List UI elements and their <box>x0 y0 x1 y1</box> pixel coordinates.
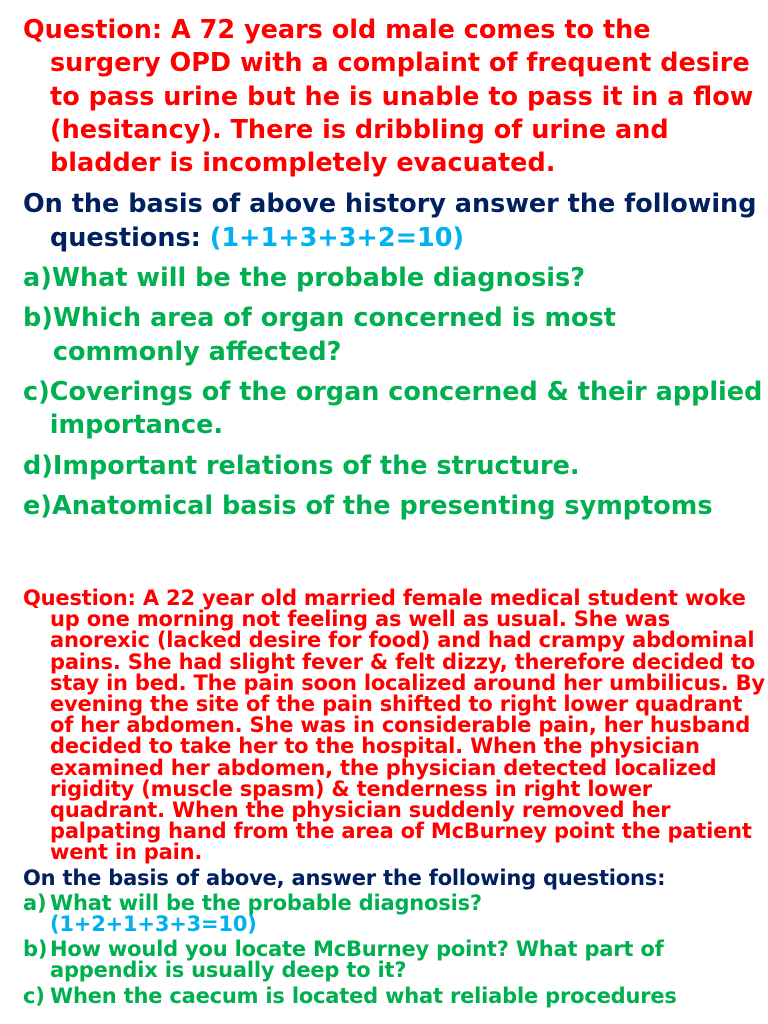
item-letter: d) <box>23 450 53 481</box>
marks-1: (1+1+3+3+2=10) <box>209 222 465 253</box>
item-text: Anatomical basis of the presenting symptoms <box>51 490 713 521</box>
item-text: How would you locate McBurney point? What part of appendix is usually deep to it? <box>50 937 664 983</box>
item-text: Coverings of the organ concerned & their applied importance. <box>49 376 763 441</box>
item-letter: b) <box>23 937 48 962</box>
item-letter: c) <box>23 983 45 1008</box>
case-question-2: Question: A 22 year old married female medical student woke up one morning not feeling as well as usual. She was anorexic (lacked desire for food) and had crampy abdominal pains. She had slight fever & felt dizzy, therefore decided to stay in bed. The pain soon localized around her umbilicus. By evening the site of the pain shifted to right lower quadrant of her abdomen. She was in considerable pain, her husband decided to take her to the hospital. When the physician examined her abdomen, the physician detected localized rigidity (muscle spasm) & tenderness in right lower quadrant. When the physician suddenly removed her palpating hand from the area of McBurney point the patient went in pain. <box>23 586 765 865</box>
item-letter: e) <box>23 490 52 521</box>
item-text: Which area of organ concerned is most commonly affected? <box>52 303 616 367</box>
question-item-1c <box>0 376 768 443</box>
question-item-1e <box>0 490 768 523</box>
instruction-1-text: On the basis of above history answer the following questions: <box>23 189 757 253</box>
question-item-2a <box>0 890 768 937</box>
question-item-1a <box>0 262 768 295</box>
case-question-1: Question: A 72 years old male comes to the surgery OPD with a complaint of frequent desire to pass urine but he is unable to pass it in a flow (hesitancy). There is dribbling of urine and bladder is incompletely evacuated. <box>23 15 754 179</box>
marks-2: (1+2+1+3+3=10) <box>50 912 257 937</box>
item-text: What will be the probable diagnosis? <box>51 263 586 294</box>
item-letter: c) <box>23 376 50 407</box>
slide1-content <box>0 14 768 523</box>
instruction-1 <box>0 188 768 255</box>
item-text-wrap <box>50 890 768 937</box>
instruction-2: On the basis of above, answer the following questions: <box>23 865 666 890</box>
item-letter: a) <box>23 890 47 915</box>
question-item-2c <box>0 983 768 1008</box>
item-text: When the caecum is located what reliable procedures <box>50 983 677 1008</box>
slide-appendicitis-case <box>0 580 768 1024</box>
question-item-1b <box>0 302 768 369</box>
item-text: Important relations of the structure. <box>52 450 580 481</box>
question-item-2b <box>0 939 768 981</box>
item-letter: b) <box>23 303 53 334</box>
question-item-1d <box>0 450 768 483</box>
item-letter: a) <box>23 263 52 294</box>
item-text: What will be the probable diagnosis? <box>50 890 482 915</box>
slide2-content <box>0 588 768 1007</box>
